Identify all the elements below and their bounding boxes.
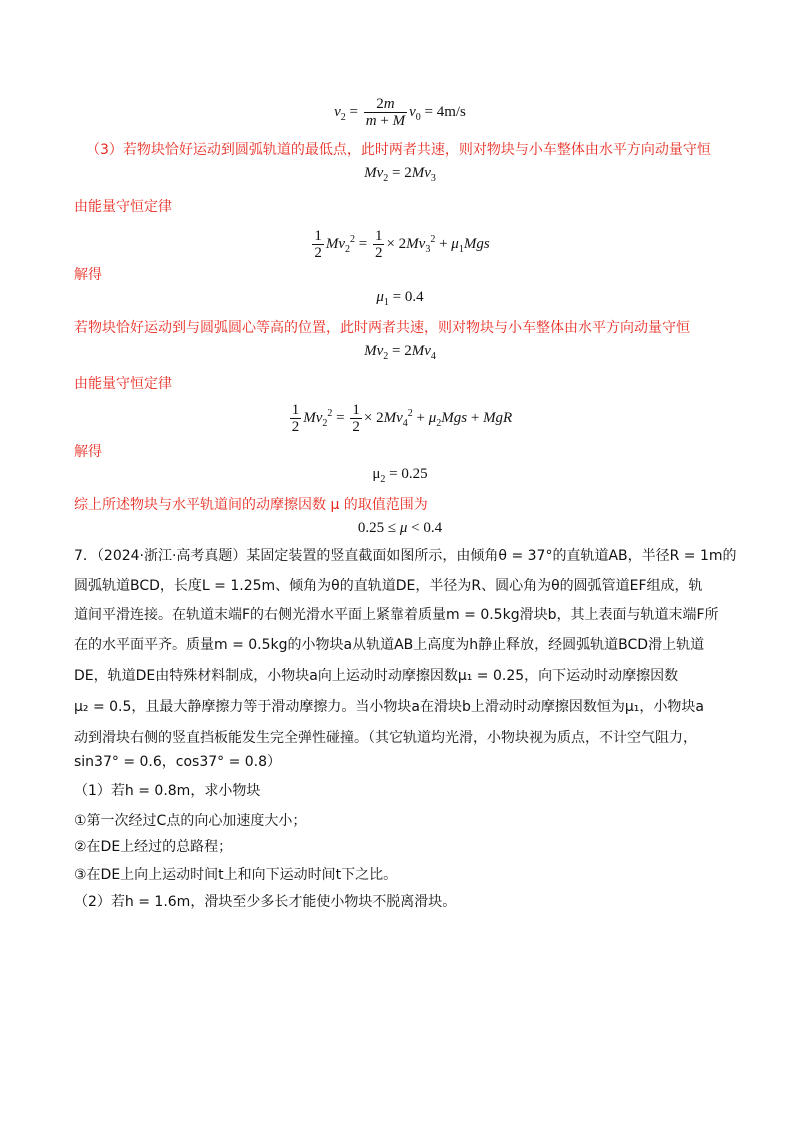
- summary: 综上所述物块与水平轨道间的动摩擦因数 μ 的取值范围为: [74, 497, 428, 513]
- equation-momentum-2: $Mv_2 = 2Mv_4$: [364, 343, 436, 362]
- equation-range: 0.25 ≤ μ < 0.4: [357, 520, 443, 536]
- problem7-line3: 道间平滑连接。在轨道末端F的右侧光滑水平面上紧靠着质量m = 0.5kg滑块b，其上表面与轨道末端F所: [74, 607, 719, 623]
- equation-mu2: $\mu_2 = 0.25$: [372, 466, 428, 485]
- equation-v2: $v_2$ = $\frac{2m}{m + M}$ $v_0 = 4m/s$: [334, 96, 466, 129]
- equation-momentum-1: $Mv_2 = 2Mv_3$: [364, 165, 436, 184]
- equation-energy-1: $\frac{1}{2}$ $Mv_2^2$ = $\frac{1}{2}$ × $2Mv_3^2 + \mu_1Mgs$: [314, 228, 490, 261]
- question-1b: ②在DE上经过的总路程；: [74, 839, 233, 855]
- problem7-line7: 动到滑块右侧的竖直挡板能发生完全弹性碰撞。（其它轨道均光滑，小物块视为质点，不计空气阻力，: [74, 730, 697, 746]
- energy-label-1: 由能量守恒定律: [74, 199, 172, 215]
- problem7-line8: sin37° = 0.6，cos37° = 0.8）: [74, 754, 282, 770]
- case2-intro: 若物块恰好运动到与圆弧圆心等高的位置，此时两者共速，则对物块与小车整体由水平方向动量守恒: [74, 320, 690, 336]
- solve-label-2: 解得: [74, 444, 102, 460]
- solve-label-1: 解得: [74, 267, 102, 283]
- equation-mu1: $\mu_1 = 0.4$: [376, 289, 424, 308]
- problem7-line2: 圆弧轨道BCD，长度L = 1.25m、倾角为θ的直轨道DE，半径为R、圆心角为θ的圆弧管道EF组成，轨: [74, 578, 703, 594]
- equation-energy-2: $\frac{1}{2}$ $Mv_2^2$ = $\frac{1}{2}$ × $2Mv_4^2 + \mu_2Mgs$ + MgR: [291, 402, 513, 435]
- problem7-line5: DE，轨道DE由特殊材料制成，小物块a向上运动时动摩擦因数μ₁ = 0.25，向下运动时动摩擦因数: [74, 668, 679, 684]
- problem7-line1: 7．（2024·浙江·高考真题）某固定装置的竖直截面如图所示，由倾角θ = 37°的直轨道AB，半径R = 1m的: [74, 548, 737, 564]
- question-1c: ③在DE上向上运动时间t上和向下运动时间t下之比。: [74, 867, 398, 883]
- part3-intro: （3）若物块恰好运动到圆弧轨道的最低点，此时两者共速，则对物块与小车整体由水平方向动量守恒: [86, 142, 711, 158]
- question-1a: ①第一次经过C点的向心加速度大小；: [74, 813, 307, 829]
- question-2: （2）若h = 1.6m，滑块至少多长才能使小物块不脱离滑块。: [74, 894, 457, 910]
- problem7-line4: 在的水平面平齐。质量m = 0.5kg的小物块a从轨道AB上高度为h静止释放，经圆弧轨道BCD滑上轨道: [74, 637, 705, 653]
- energy-label-2: 由能量守恒定律: [74, 376, 172, 392]
- problem7-line6: μ₂ = 0.5，且最大静摩擦力等于滑动摩擦力。当小物块a在滑块b上滑动时动摩擦因数恒为μ₁，小物块a: [74, 699, 704, 715]
- question-1: （1）若h = 0.8m，求小物块: [74, 783, 261, 799]
